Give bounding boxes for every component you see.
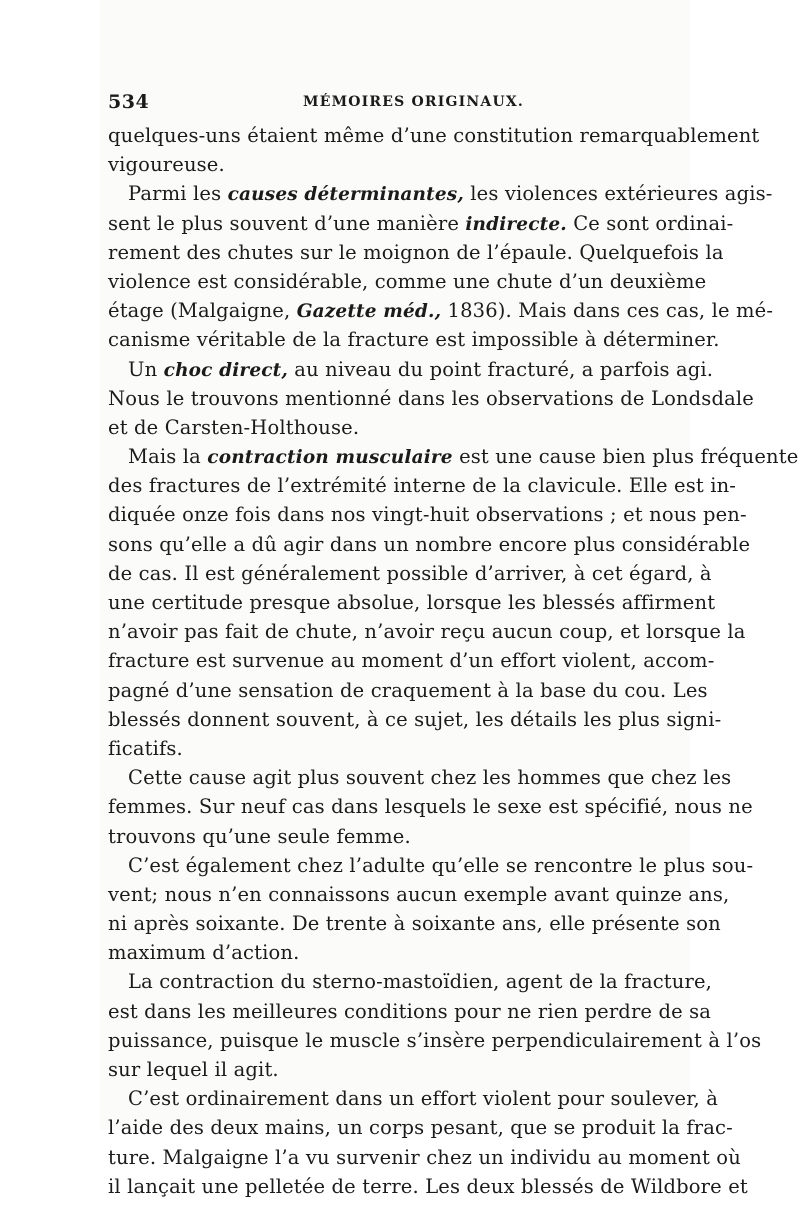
line-text: sent le plus souvent d’une manière	[108, 211, 466, 235]
text-line	[108, 617, 746, 646]
text-line	[108, 705, 722, 734]
text-line	[108, 500, 747, 529]
line-text: quelques-uns étaient même d’une constitution remarquablement	[108, 124, 760, 147]
text-line	[108, 150, 688, 179]
text-line	[108, 967, 713, 996]
text-line	[108, 1143, 741, 1172]
body-text	[108, 121, 799, 1201]
line-text: violence est considérable, comme une chute d’un deuxième	[108, 269, 707, 293]
line-text: les violences extérieures agis-	[463, 182, 773, 206]
text-line	[108, 530, 751, 559]
text-line	[108, 267, 707, 296]
text-line	[108, 646, 715, 675]
line-text: ture. Malgaigne l’a vu survenir chez un individu au moment où	[108, 1145, 741, 1169]
line-text: blessés donnent souvent, à ce sujet, les détails les plus signi-	[108, 707, 722, 731]
line-text: Mais la	[128, 445, 208, 469]
line-text: sur lequel il agit.	[108, 1058, 279, 1081]
line-text: rement des chutes sur le moignon de l’épaule. Quelquefois la	[108, 240, 724, 264]
line-text: canisme véritable de la fracture est impossible à déterminer.	[108, 328, 720, 352]
text-line	[108, 822, 688, 851]
text-line	[108, 1172, 748, 1201]
text-line	[108, 209, 734, 238]
text-line	[108, 325, 720, 354]
section-title: MÉMOIRES ORIGINAUX.	[303, 94, 524, 110]
line-text: une certitude presque absolue, lorsque les blessés affirment	[108, 591, 716, 614]
text-line	[108, 1084, 719, 1113]
text-line	[108, 1026, 762, 1055]
line-text: il lançait une pelletée de terre. Les deux blessés de Wildbore et	[108, 1174, 748, 1198]
text-line	[108, 442, 799, 471]
line-text: n’avoir pas fait de chute, n’avoir reçu aucun coup, et lorsque la	[108, 620, 746, 644]
text-line	[108, 909, 721, 938]
text-line	[108, 588, 716, 617]
text-line	[108, 792, 753, 821]
text-line	[108, 121, 760, 150]
line-text: étage (Malgaigne,	[108, 299, 297, 323]
line-text: Un	[128, 357, 164, 381]
line-text: puissance, puisque le muscle s’insère perpendiculairement à l’os	[108, 1028, 762, 1052]
italic-text: choc direct,	[163, 359, 288, 381]
line-text: est dans les meilleures conditions pour ne rien perdre de sa	[108, 999, 712, 1023]
line-text: pagné d’une sensation de craquement à la base du cou. Les	[108, 678, 708, 702]
text-line	[108, 559, 712, 588]
text-line	[108, 763, 732, 792]
text-line	[108, 238, 724, 267]
running-head	[108, 91, 688, 119]
text-line	[108, 997, 712, 1026]
line-text: La contraction du sterno-mastoïdien, agent de la fracture,	[128, 970, 713, 994]
text-line	[108, 938, 688, 967]
line-text: fracture est survenue au moment d’un effort violent, accom-	[108, 649, 715, 673]
line-text: 1836). Mais dans ces cas, le mé-	[441, 299, 774, 323]
text-line	[108, 1055, 688, 1084]
italic-text: contraction musculaire	[207, 447, 453, 469]
text-line	[108, 413, 688, 442]
text-line	[108, 384, 754, 413]
text-line	[108, 1113, 733, 1142]
line-text: Cette cause agit plus souvent chez les hommes que chez les	[128, 766, 732, 790]
line-text: est une cause bien plus fréquente	[452, 445, 799, 469]
line-text: Ce sont ordinai-	[566, 211, 734, 235]
line-text: vent; nous n’en connaissons aucun exemple avant quinze ans,	[108, 882, 730, 906]
italic-text: Gazette méd.,	[296, 301, 442, 323]
line-text: vigoureuse.	[108, 153, 225, 177]
line-text: Nous le trouvons mentionné dans les observations de Londsdale	[108, 386, 754, 410]
line-text: ni après soixante. De trente à soixante ans, elle présente son	[108, 912, 721, 936]
text-line	[108, 734, 688, 763]
line-text: Parmi les	[128, 182, 228, 206]
line-text: sons qu’elle a dû agir dans un nombre encore plus considérable	[108, 532, 751, 556]
text-line	[108, 296, 774, 325]
line-text: diquée onze fois dans nos vingt-huit observations ; et nous pen-	[108, 503, 747, 527]
line-text: l’aide des deux mains, un corps pesant, que se produit la frac-	[108, 1116, 733, 1140]
line-text: maximum d’action.	[108, 941, 300, 965]
text-line	[108, 355, 714, 384]
line-text: ficatifs.	[108, 736, 183, 760]
text-line	[108, 179, 773, 208]
line-text: C’est également chez l’adulte qu’elle se rencontre le plus sou-	[128, 853, 754, 877]
italic-text: causes déterminantes,	[227, 184, 464, 206]
line-text: de cas. Il est généralement possible d’arriver, à cet égard, à	[108, 561, 712, 585]
line-text: au niveau du point fracturé, a parfois agi.	[287, 357, 714, 381]
line-text: femmes. Sur neuf cas dans lesquels le sexe est spécifié, nous ne	[108, 795, 753, 819]
line-text: des fractures de l’extrémité interne de la clavicule. Elle est in-	[108, 474, 737, 498]
line-text: trouvons qu’une seule femme.	[108, 824, 411, 848]
text-line	[108, 676, 708, 705]
text-line	[108, 880, 730, 909]
line-text: et de Carsten-Holthouse.	[108, 415, 360, 439]
italic-text: indirecte.	[465, 213, 567, 235]
line-text: C’est ordinairement dans un effort violent pour soulever, à	[128, 1087, 719, 1111]
text-line	[108, 471, 737, 500]
text-line	[108, 851, 754, 880]
page-number: 534	[108, 91, 150, 113]
